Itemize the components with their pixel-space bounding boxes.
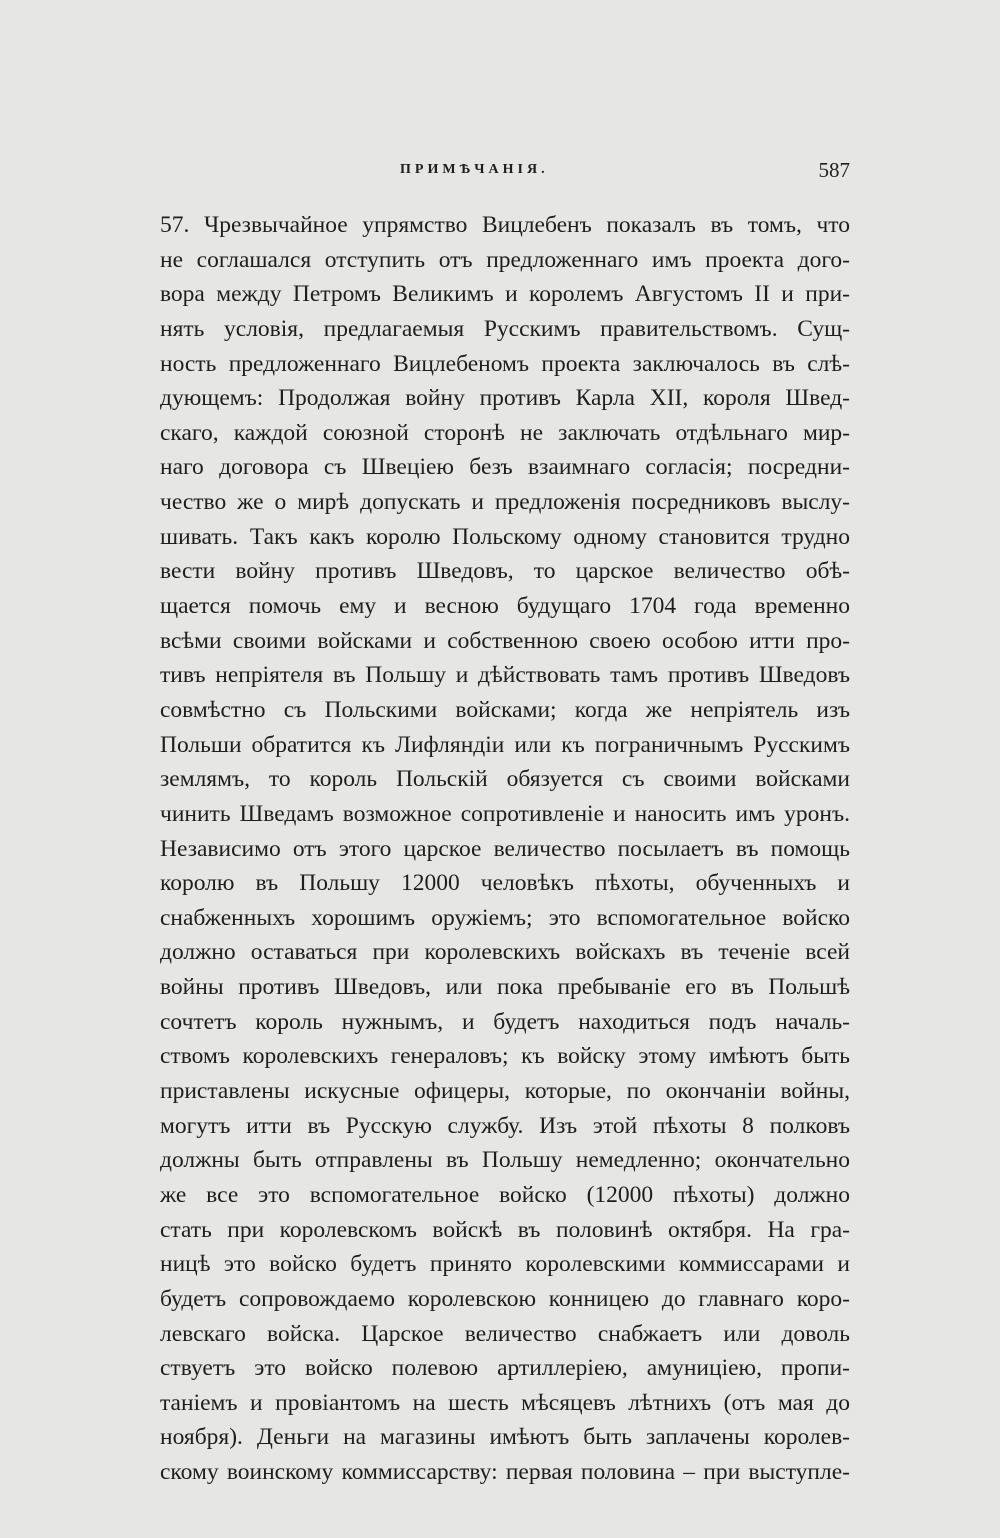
text-line: скаго, каждой союзной сторонѣ не заключать отдѣльнаго мир- [160,419,850,446]
text-line: совмѣстно съ Польскими войсками; когда же непріятель изъ [160,696,850,723]
text-line: стать при королевскомъ войскѣ въ половинѣ октября. На гра- [160,1216,850,1243]
text-line: будетъ сопровождаемо королевскою конницею до главнаго коро- [160,1285,850,1312]
page-number: 587 [818,158,850,182]
running-title: ПРИМѢЧАНІЯ. [400,162,549,177]
text-line: землямъ, то король Польскій обязуется съ своими войсками [160,766,850,793]
text-line: же все это вспомогательное войско (12000 пѣхоты) должно [160,1181,850,1208]
text-line: войны противъ Шведовъ, или пока пребываніе его въ Польшѣ [160,974,850,1001]
text-line: щается помочь ему и весною будущаго 1704 года временно [160,593,850,620]
text-line: вора между Петромъ Великимъ и королемъ Августомъ II и при- [160,281,850,308]
text-line: скому воинскому коммиссарству: первая половина – при выступле- [160,1459,850,1486]
text-line: сочтетъ король нужнымъ, и будетъ находиться подъ началь- [160,1008,850,1035]
text-line: ноября). Деньги на магазины имѣютъ быть заплачены королев- [160,1424,850,1451]
text-line: наго договора съ Швеціею безъ взаимнаго согласія; посредни- [160,454,850,481]
text-line: тивъ непріятеля въ Польшу и дѣйствовать тамъ противъ Шведовъ [160,662,850,689]
text-line: не соглашался отступить отъ предложеннаго имъ проекта дого- [160,246,850,273]
text-line: вести войну противъ Шведовъ, то царское величество обѣ- [160,558,850,585]
text-line: могутъ итти въ Русскую службу. Изъ этой пѣхоты 8 полковъ [160,1112,850,1139]
text-line: шивать. Такъ какъ королю Польскому одному становится трудно [160,523,850,550]
text-line: ницѣ это войско будетъ принято королевскими коммиссарами и [160,1251,850,1278]
text-line: должны быть отправлены въ Польшу немедленно; окончательно [160,1147,850,1174]
text-line: нять условія, предлагаемыя Русскимъ правительствомъ. Сущ- [160,315,850,342]
text-line: ствуетъ это войско полевою артиллеріею, амуниціею, пропи- [160,1355,850,1382]
note-body [160,208,850,1490]
text-line: таніемъ и провіантомъ на шесть мѣсяцевъ лѣтнихъ (отъ мая до [160,1389,850,1416]
text-line: ствомъ королевскихъ генераловъ; къ войску этому имѣютъ быть [160,1043,850,1070]
text-line: королю въ Польшу 12000 человѣкъ пѣхоты, обученныхъ и [160,870,850,897]
text-line: Независимо отъ этого царское величество посылаетъ въ помощь [160,835,850,862]
text-line: левскаго войска. Царское величество снабжаетъ или доволь [160,1320,850,1347]
text-line: Польши обратится къ Лифляндіи или къ пограничнымъ Русскимъ [160,731,850,758]
text-line: 57. Чрезвычайное упрямство Вицлебенъ показалъ въ томъ, что [160,212,850,238]
text-line: должно оставаться при королевскихъ войскахъ въ теченіе всей [160,939,850,966]
text-line: чество же о мирѣ допускать и предложенія посредниковъ выслу- [160,489,850,516]
text-line: дующемъ: Продолжая войну противъ Карла XII, короля Швед- [160,385,850,412]
text-line: всѣми своими войсками и собственною своею особою итти про- [160,627,850,654]
text-line: приставлены искусные офицеры, которые, по окончаніи войны, [160,1078,850,1105]
text-line: ность предложеннаго Вицлебеномъ проекта заключалось въ слѣ- [160,350,850,377]
page-header [160,160,850,184]
text-line: чинить Шведамъ возможное сопротивленіе и наносить имъ уронъ. [160,800,850,827]
text-line: снабженныхъ хорошимъ оружіемъ; это вспомогательное войско [160,904,850,931]
